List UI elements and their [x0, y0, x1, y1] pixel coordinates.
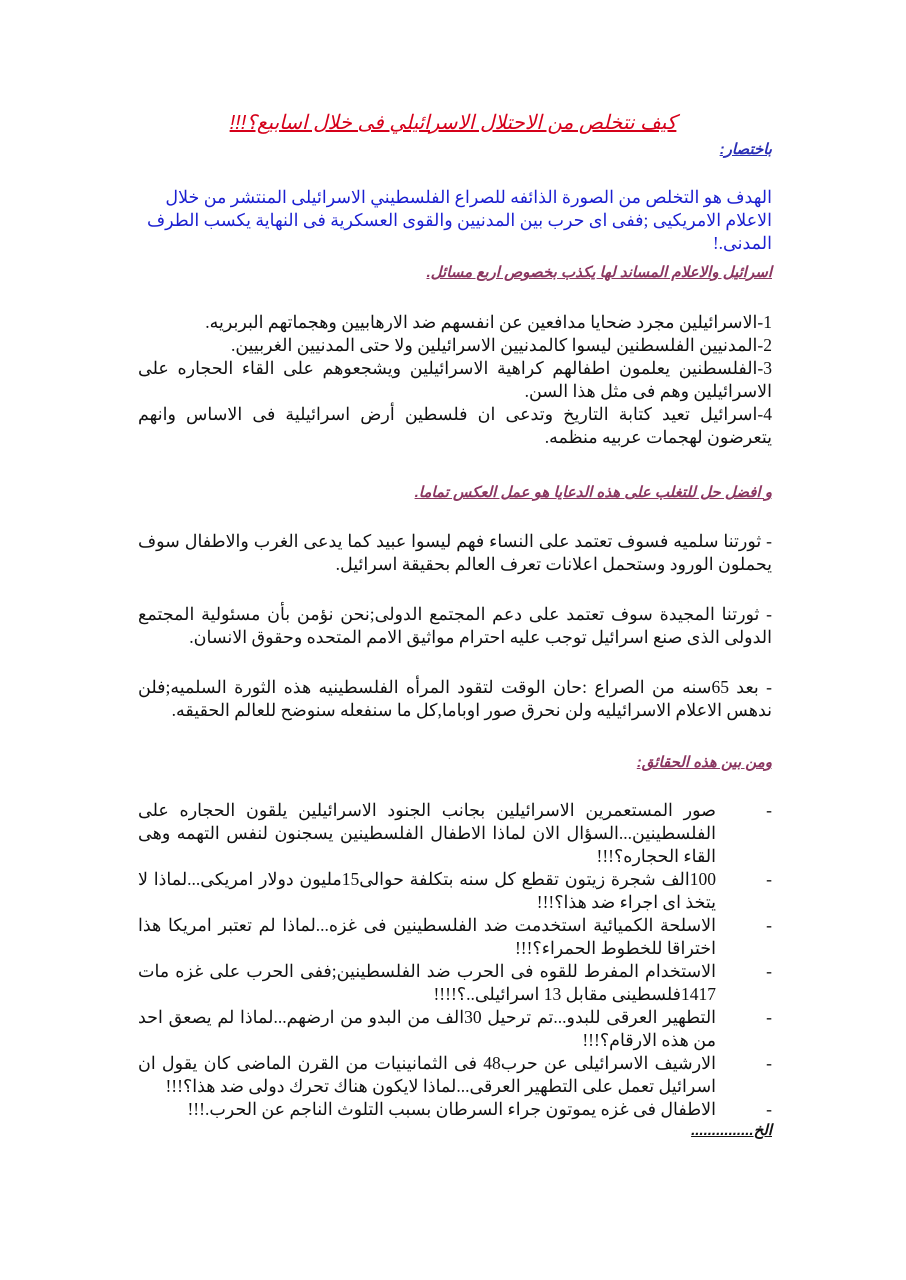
- bullet-dash: -: [766, 915, 772, 935]
- fact-item: [138, 1006, 772, 1052]
- solution-item: - ثورتنا المجيدة سوف تعتمد على دعم المجتمع الدولى;نحن نؤمن بأن مسئولية المجتمع الدولى الذى صنع اسرائيل توجب عليه احترام مواثيق الامم المتحده وحقوق الانسان.: [138, 604, 772, 647]
- goal-paragraph: الهدف هو التخلص من الصورة الذائفه للصراع الفلسطيني الاسرائيلى المنتشر من خلال الاعلام الامريكيى ;ففى اى حرب بين المدنيين والقوى العسكرية فى النهاية يكسب الطرف المدنى.!: [146, 187, 772, 253]
- lie-item: 3-الفلسطنين يعلمون اطفالهم كراهية الاسرائيلين ويشجعوهم على القاء الحجاره على الاسرائيلين وهم فى مثل هذا السن.: [138, 358, 772, 401]
- lie-item: 1-الاسرائيلين مجرد ضحايا مدافعين عن انفسهم ضد الارهابيين وهجماتهم البربريه.: [205, 312, 772, 332]
- fact-text: الارشيف الاسرائيلى عن حرب48 فى الثمانينيات من القرن الماضى كان يقول ان اسرائيل تعمل على التطهير العرقى...لماذا لايكون هناك تحرك دولى ضد هذا؟!!!: [138, 1053, 716, 1096]
- facts-list: [138, 799, 772, 1139]
- summary-heading: باختصار:: [719, 141, 772, 158]
- fact-text: صور المستعمرين الاسرائيلين بجانب الجنود الاسرائيلين يلقون الحجاره على الفلسطينين...السؤال الان لماذا الاطفال الفلسطينين يسجنون لنفس التهمه وهى القاء الحجاره؟!!!: [138, 800, 716, 866]
- fact-item: [138, 960, 772, 1006]
- bullet-dash: -: [766, 1099, 772, 1119]
- facts-heading: ومن بين هذه الحقائق:: [636, 754, 772, 771]
- fact-text: 100الف شجرة زيتون تقطع كل سنه بتكلفة حوالى15مليون دولار امريكى...لماذا لا يتخذ اى اجراء ضد هذا؟!!!: [138, 869, 716, 912]
- fact-text: التطهير العرقى للبدو...تم ترحيل 30الف من البدو من ارضهم...لماذا لم يصعق احد من هذه الارقام؟!!!: [138, 1007, 717, 1050]
- solution-heading: و افضل حل للتغلب على هذه الدعايا هو عمل العكس تماما.: [414, 484, 772, 501]
- lies-heading: اسرائيل والاعلام المساند لها يكذب بخصوص اربع مسائل.: [426, 264, 772, 281]
- bullet-dash: -: [766, 1053, 772, 1073]
- fact-text: الاسلحة الكميائية استخدمت ضد الفلسطينين فى غزه...لماذا لم تعتبر امريكا هذا اختراقا للخطوط الحمراء؟!!!: [138, 915, 716, 958]
- fact-text: الاطفال فى غزه يموتون جراء السرطان بسبب التلوث الناجم عن الحرب.!!!: [187, 1099, 716, 1119]
- lie-item: 4-اسرائيل تعيد كتابة التاريخ وتدعى ان فلسطين أرض اسرائيلية فى الاساس وانهم يتعرضون لهجمات عربيه منظمه.: [138, 404, 772, 447]
- bullet-dash: -: [766, 961, 772, 981]
- bullet-dash: -: [766, 869, 772, 889]
- fact-item: [138, 914, 772, 960]
- document-title: كيف نتخلص من الاحتلال الاسرائيلي فى خلال اسابيع؟!!!: [229, 112, 677, 134]
- fact-item: [138, 1098, 772, 1121]
- solution-item: - ثورتنا سلميه فسوف تعتمد على النساء فهم ليسوا عبيد كما يدعى الغرب والاطفال سوف يحملون الورود وستحمل اعلانات تعرف العالم بحقيقة اسرائيل.: [138, 531, 772, 574]
- etc-line: الخ...............: [691, 1122, 772, 1139]
- fact-item: [138, 1052, 772, 1098]
- lies-list: [138, 311, 772, 449]
- fact-item: [138, 799, 772, 868]
- bullet-dash: -: [766, 1007, 772, 1027]
- lie-item: 2-المدنيين الفلسطنين ليسوا كالمدنيين الاسرائيلين ولا حتى المدنيين الغربيين.: [230, 335, 772, 355]
- fact-text: الاستخدام المفرط للقوه فى الحرب ضد الفلسطينين;ففى الحرب على غزه مات 1417فلسطينى مقابل 13 اسرائيلى..؟!!!!: [138, 961, 716, 1004]
- bullet-dash: -: [766, 800, 772, 820]
- solution-item: - بعد 65سنه من الصراع :حان الوقت لتقود المرأه الفلسطينيه هذه الثورة السلميه;فلن ندهس الاعلام الاسرائيليه ولن نحرق صور اوباما,كل ما سنفعله سنوضح للعالم الحقيقه.: [138, 677, 772, 720]
- fact-item: [138, 868, 772, 914]
